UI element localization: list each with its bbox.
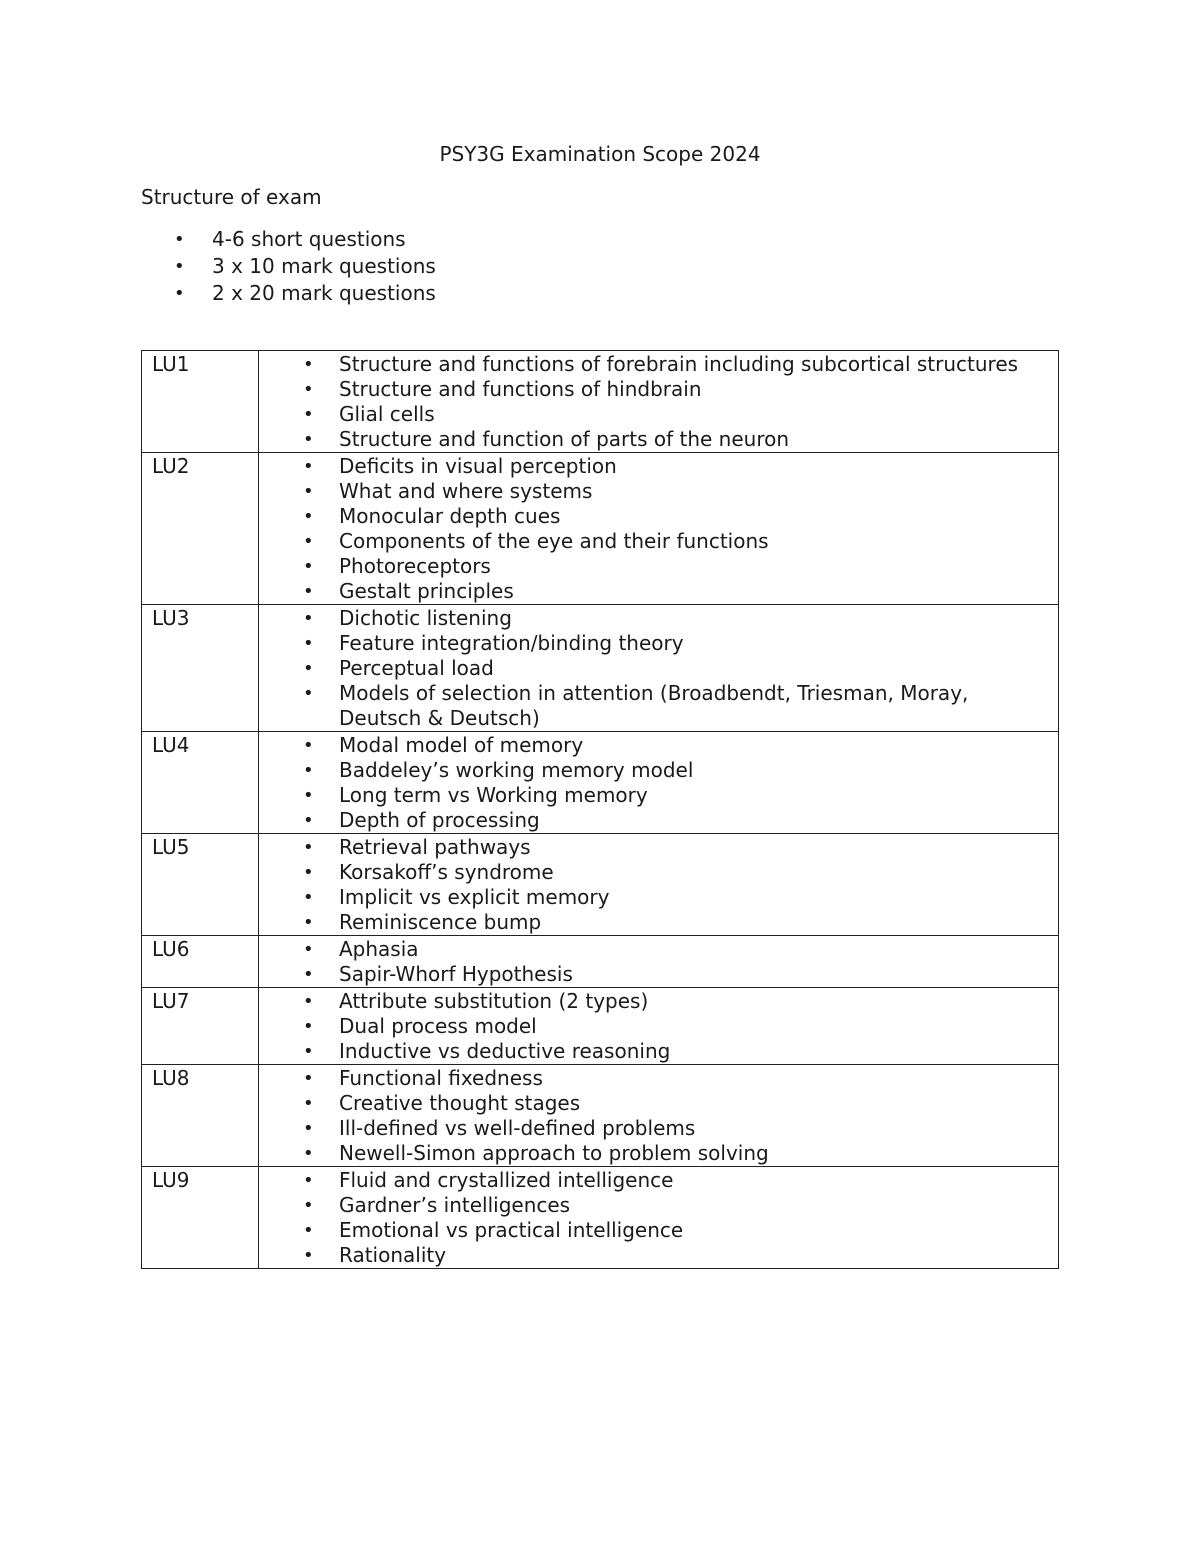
list-item bbox=[259, 479, 1058, 504]
list-item bbox=[259, 427, 1058, 452]
list-item bbox=[141, 253, 436, 280]
table-row bbox=[142, 605, 1059, 732]
topic-text: Rationality bbox=[339, 1243, 447, 1267]
list-item bbox=[259, 454, 1058, 479]
topic-text: Retrieval pathways bbox=[339, 835, 531, 859]
list-item bbox=[259, 937, 1058, 962]
list-item bbox=[259, 1116, 1058, 1141]
bullet-icon: • bbox=[303, 1016, 314, 1037]
list-item bbox=[259, 733, 1058, 758]
topic-list bbox=[259, 733, 1058, 833]
bullet-icon: • bbox=[303, 658, 314, 679]
list-item-text: 3 x 10 mark questions bbox=[212, 254, 436, 278]
list-item bbox=[259, 885, 1058, 910]
bullet-icon: • bbox=[303, 581, 314, 602]
table-row bbox=[142, 834, 1059, 936]
list-item bbox=[259, 529, 1058, 554]
list-item bbox=[141, 226, 436, 253]
topic-text: Monocular depth cues bbox=[339, 504, 561, 528]
topic-text: Attribute substitution (2 types) bbox=[339, 989, 649, 1013]
bullet-icon: • bbox=[303, 837, 314, 858]
list-item bbox=[259, 808, 1058, 833]
unit-topics-cell bbox=[259, 605, 1059, 732]
document-title: PSY3G Examination Scope 2024 bbox=[439, 142, 761, 166]
topic-text: Newell-Simon approach to problem solving bbox=[339, 1141, 769, 1165]
topic-text: Fluid and crystallized intelligence bbox=[339, 1168, 674, 1192]
unit-label: LU6 bbox=[142, 936, 259, 988]
list-item bbox=[259, 783, 1058, 808]
bullet-icon: • bbox=[303, 939, 314, 960]
unit-topics-cell bbox=[259, 1065, 1059, 1167]
bullet-icon: • bbox=[303, 404, 314, 425]
unit-label: LU7 bbox=[142, 988, 259, 1065]
list-item bbox=[259, 1014, 1058, 1039]
topic-text: Implicit vs explicit memory bbox=[339, 885, 610, 909]
topic-text: Components of the eye and their functions bbox=[339, 529, 769, 553]
list-item bbox=[259, 835, 1058, 860]
unit-topics-cell bbox=[259, 936, 1059, 988]
bullet-icon: • bbox=[303, 1118, 314, 1139]
topic-text: Korsakoff’s syndrome bbox=[339, 860, 554, 884]
list-item bbox=[259, 579, 1058, 604]
scope-table bbox=[141, 350, 1059, 1269]
topic-text: Creative thought stages bbox=[339, 1091, 581, 1115]
structure-list bbox=[141, 226, 436, 307]
topic-text: What and where systems bbox=[339, 479, 593, 503]
topic-text: Dual process model bbox=[339, 1014, 537, 1038]
unit-label: LU9 bbox=[142, 1167, 259, 1269]
bullet-icon: • bbox=[303, 810, 314, 831]
topic-text: Gardner’s intelligences bbox=[339, 1193, 571, 1217]
list-item bbox=[259, 860, 1058, 885]
bullet-icon: • bbox=[303, 785, 314, 806]
list-item bbox=[259, 989, 1058, 1014]
bullet-icon: • bbox=[303, 506, 314, 527]
bullet-icon: • bbox=[303, 683, 314, 704]
topic-list bbox=[259, 454, 1058, 604]
topic-text: Glial cells bbox=[339, 402, 435, 426]
unit-label: LU5 bbox=[142, 834, 259, 936]
structure-heading: Structure of exam bbox=[141, 185, 322, 209]
topic-text: Feature integration/binding theory bbox=[339, 631, 684, 655]
list-item bbox=[259, 1193, 1058, 1218]
topic-list bbox=[259, 1066, 1058, 1166]
topic-text: Photoreceptors bbox=[339, 554, 491, 578]
bullet-icon: • bbox=[174, 256, 185, 277]
list-item bbox=[259, 554, 1058, 579]
bullet-icon: • bbox=[303, 1041, 314, 1062]
bullet-icon: • bbox=[303, 531, 314, 552]
topic-text: Reminiscence bump bbox=[339, 910, 542, 934]
topic-text: Perceptual load bbox=[339, 656, 494, 680]
topic-text: Ill-defined vs well-defined problems bbox=[339, 1116, 696, 1140]
bullet-icon: • bbox=[303, 1093, 314, 1114]
table-row bbox=[142, 453, 1059, 605]
topic-text: Modal model of memory bbox=[339, 733, 584, 757]
list-item-text: 4-6 short questions bbox=[212, 227, 406, 251]
list-item bbox=[259, 1066, 1058, 1091]
unit-label: LU8 bbox=[142, 1065, 259, 1167]
list-item bbox=[259, 631, 1058, 656]
bullet-icon: • bbox=[303, 991, 314, 1012]
topic-list bbox=[259, 937, 1058, 987]
bullet-icon: • bbox=[303, 556, 314, 577]
unit-topics-cell bbox=[259, 732, 1059, 834]
bullet-icon: • bbox=[174, 229, 185, 250]
unit-topics-cell bbox=[259, 453, 1059, 605]
bullet-icon: • bbox=[303, 456, 314, 477]
bullet-icon: • bbox=[303, 887, 314, 908]
list-item-text: 2 x 20 mark questions bbox=[212, 281, 436, 305]
topic-text: Emotional vs practical intelligence bbox=[339, 1218, 684, 1242]
topic-text: Baddeley’s working memory model bbox=[339, 758, 694, 782]
bullet-icon: • bbox=[303, 1245, 314, 1266]
topic-list bbox=[259, 1168, 1058, 1268]
topic-list bbox=[259, 989, 1058, 1064]
topic-text: Inductive vs deductive reasoning bbox=[339, 1039, 671, 1063]
topic-text: Structure and functions of forebrain including subcortical structures bbox=[339, 352, 1019, 376]
unit-label: LU3 bbox=[142, 605, 259, 732]
unit-label: LU1 bbox=[142, 351, 259, 453]
list-item bbox=[259, 910, 1058, 935]
bullet-icon: • bbox=[303, 1195, 314, 1216]
list-item bbox=[259, 606, 1058, 631]
list-item bbox=[259, 504, 1058, 529]
table-row bbox=[142, 1167, 1059, 1269]
unit-label: LU4 bbox=[142, 732, 259, 834]
topic-text: Structure and functions of hindbrain bbox=[339, 377, 702, 401]
list-item bbox=[259, 962, 1058, 987]
list-item bbox=[259, 681, 1058, 731]
table-row bbox=[142, 988, 1059, 1065]
topic-text: Deficits in visual perception bbox=[339, 454, 617, 478]
topic-text: Sapir-Whorf Hypothesis bbox=[339, 962, 573, 986]
topic-text: Long term vs Working memory bbox=[339, 783, 648, 807]
bullet-icon: • bbox=[303, 429, 314, 450]
bullet-icon: • bbox=[303, 735, 314, 756]
scope-table-body bbox=[142, 351, 1059, 1269]
bullet-icon: • bbox=[303, 862, 314, 883]
topic-text: Depth of processing bbox=[339, 808, 540, 832]
topic-text: Functional fixedness bbox=[339, 1066, 543, 1090]
table-row bbox=[142, 351, 1059, 453]
bullet-icon: • bbox=[303, 379, 314, 400]
topic-text: Gestalt principles bbox=[339, 579, 514, 603]
table-row bbox=[142, 732, 1059, 834]
list-item bbox=[259, 402, 1058, 427]
bullet-icon: • bbox=[303, 354, 314, 375]
list-item bbox=[259, 1243, 1058, 1268]
list-item bbox=[259, 1039, 1058, 1064]
bullet-icon: • bbox=[303, 964, 314, 985]
unit-label: LU2 bbox=[142, 453, 259, 605]
list-item bbox=[141, 280, 436, 307]
bullet-icon: • bbox=[303, 1143, 314, 1164]
unit-topics-cell bbox=[259, 1167, 1059, 1269]
list-item bbox=[259, 1218, 1058, 1243]
topic-text: Dichotic listening bbox=[339, 606, 512, 630]
list-item bbox=[259, 1141, 1058, 1166]
topic-text: Aphasia bbox=[339, 937, 419, 961]
bullet-icon: • bbox=[303, 608, 314, 629]
unit-topics-cell bbox=[259, 988, 1059, 1065]
topic-text: Models of selection in attention (Broadbendt, Triesman, Moray, Deutsch & Deutsch) bbox=[339, 681, 969, 730]
topic-list bbox=[259, 352, 1058, 452]
list-item bbox=[259, 758, 1058, 783]
unit-topics-cell bbox=[259, 351, 1059, 453]
bullet-icon: • bbox=[303, 1220, 314, 1241]
table-row bbox=[142, 1065, 1059, 1167]
topic-list bbox=[259, 835, 1058, 935]
table-row bbox=[142, 936, 1059, 988]
bullet-icon: • bbox=[303, 1170, 314, 1191]
bullet-icon: • bbox=[303, 1068, 314, 1089]
bullet-icon: • bbox=[303, 481, 314, 502]
list-item bbox=[259, 377, 1058, 402]
bullet-icon: • bbox=[303, 760, 314, 781]
unit-topics-cell bbox=[259, 834, 1059, 936]
bullet-icon: • bbox=[174, 283, 185, 304]
topic-list bbox=[259, 606, 1058, 731]
list-item bbox=[259, 1091, 1058, 1116]
bullet-icon: • bbox=[303, 912, 314, 933]
list-item bbox=[259, 656, 1058, 681]
topic-text: Structure and function of parts of the neuron bbox=[339, 427, 790, 451]
bullet-icon: • bbox=[303, 633, 314, 654]
list-item bbox=[259, 1168, 1058, 1193]
list-item bbox=[259, 352, 1058, 377]
